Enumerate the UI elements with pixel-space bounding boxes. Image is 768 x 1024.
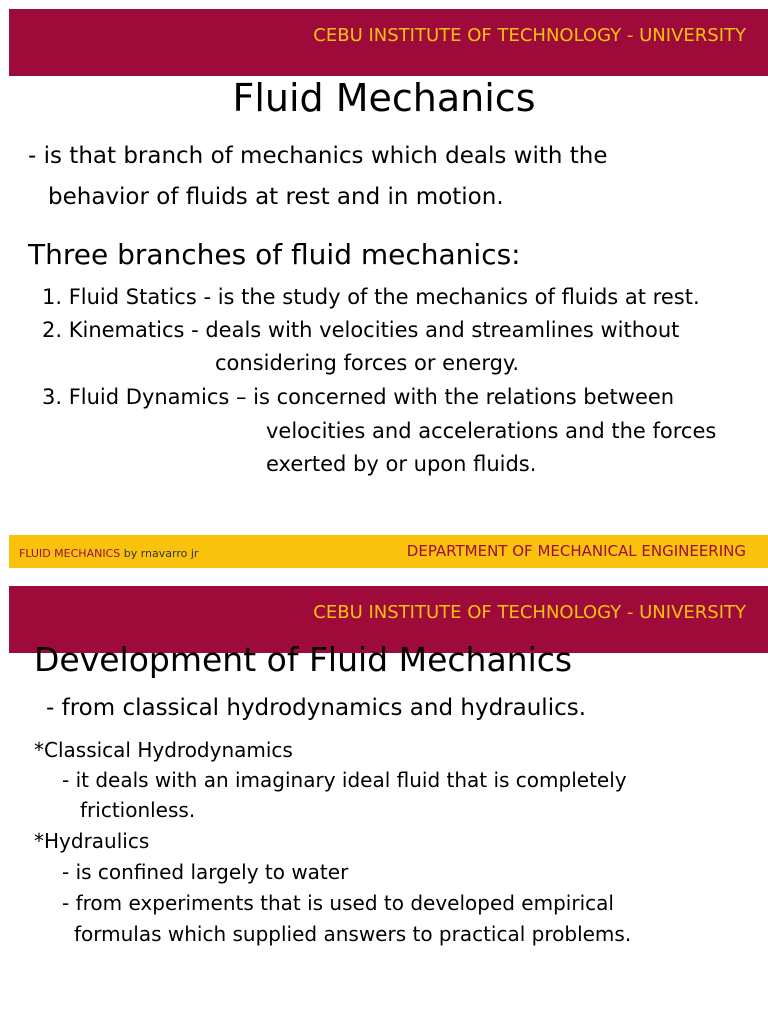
footer-department: DEPARTMENT OF MECHANICAL ENGINEERING [406, 542, 746, 560]
branch-item-3: 3. Fluid Dynamics – is concerned with the relations between [42, 385, 675, 409]
branch-item-2-continuation: considering forces or energy. [215, 351, 520, 375]
slide1-definition-line1: - is that branch of mechanics which deals with the [28, 143, 608, 169]
slide2-subtitle: - from classical hydrodynamics and hydraulics. [46, 695, 587, 721]
slide1-title: Fluid Mechanics [232, 76, 536, 120]
hydrodynamics-desc-line1: - it deals with an imaginary ideal fluid that is completely [62, 768, 627, 792]
slide1-header-banner [9, 9, 768, 76]
branch-item-2: 2. Kinematics - deals with velocities and streamlines without [42, 318, 680, 342]
branch-item-3-continuation-1: velocities and accelerations and the forces [266, 419, 717, 443]
footer-author: by rnavarro jr [120, 547, 199, 560]
slide1-branches-heading: Three branches of fluid mechanics: [28, 238, 521, 271]
hydraulics-desc-line1: - is confined largely to water [62, 860, 349, 884]
slide1-definition-line2: behavior of fluids at rest and in motion. [48, 184, 504, 210]
branch-item-3-continuation-2: exerted by or upon fluids. [266, 452, 537, 476]
hydrodynamics-desc-line2: frictionless. [80, 798, 196, 822]
footer-course-credit [19, 547, 198, 560]
hydraulics-heading: *Hydraulics [34, 829, 150, 853]
branch-item-1: 1. Fluid Statics - is the study of the mechanics of fluids at rest. [42, 285, 700, 309]
footer-course-name: FLUID MECHANICS [19, 547, 121, 560]
hydrodynamics-heading: *Classical Hydrodynamics [34, 738, 293, 762]
slide1-institution-name: CEBU INSTITUTE OF TECHNOLOGY - UNIVERSITY [313, 25, 746, 46]
slide2-title: Development of Fluid Mechanics [34, 640, 573, 679]
slide1-footer-bar [9, 535, 768, 568]
slide2-institution-name: CEBU INSTITUTE OF TECHNOLOGY - UNIVERSITY [313, 602, 746, 623]
hydraulics-desc-line2: - from experiments that is used to developed empirical [62, 891, 614, 915]
hydraulics-desc-line3: formulas which supplied answers to practical problems. [74, 922, 632, 946]
